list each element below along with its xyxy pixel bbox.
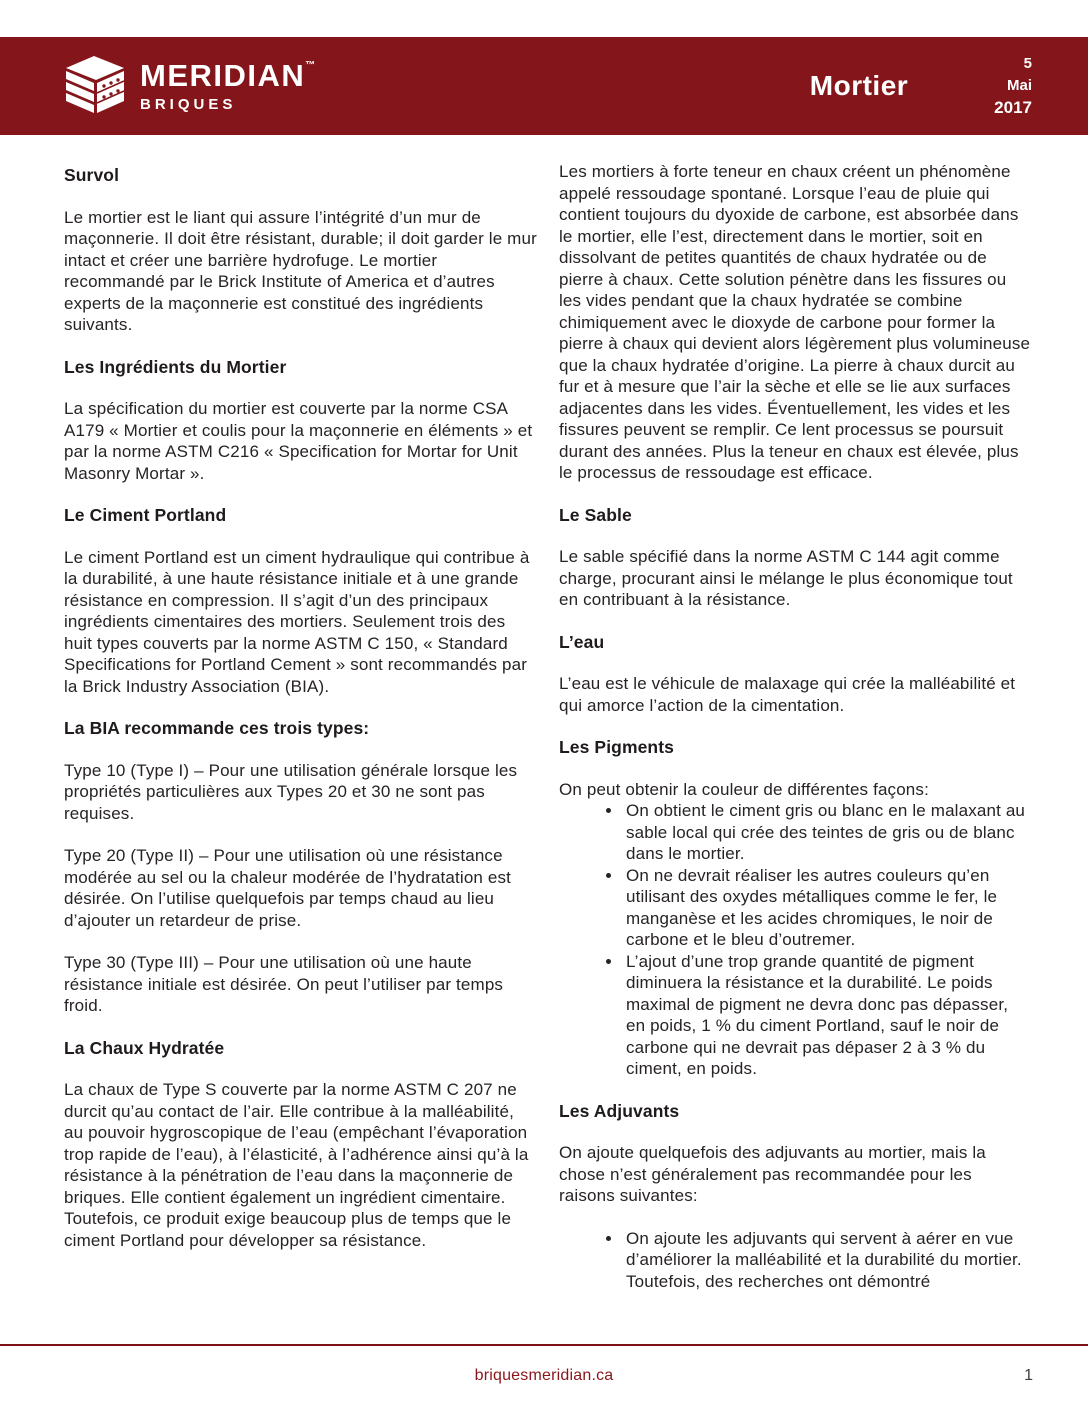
meridian-logo — [64, 55, 315, 118]
bullet-list — [559, 800, 1032, 1080]
section-heading: Le Sable — [559, 504, 632, 525]
section-heading: Les Adjuvants — [559, 1100, 680, 1121]
page-footer — [0, 1344, 1088, 1408]
section-heading: La Chaux Hydratée — [64, 1037, 225, 1058]
date-month: Mai — [1006, 77, 1032, 94]
two-column-body — [0, 135, 1088, 1313]
section-heading: Le Ciment Portland — [64, 505, 227, 525]
paragraph: On peut obtenir la couleur de différentes façons: — [559, 779, 929, 799]
page-number: 1 — [1024, 1367, 1033, 1384]
paragraph: L’eau est le véhicule de malaxage qui crée la malléabilité et qui amorce l’action de la cimentation. — [559, 674, 1016, 715]
paragraph: La chaux de Type S couverte par la norme ASTM C 207 ne durcit qu’au contact de l’air. Elle contribue à la malléabilité, au pouvoir hygroscopique de l’eau (empêchant l’évaporation trop rapide de l’eau), à l’élasticité, à l’adhérence ainsi qu’à la résistance à la pénétration de l’eau dans la maçonnerie de briques. Elle contient également un ingrédient cimentaire. Toutefois, ce produit exige beaucoup plus de temps que le ciment Portland pour développer sa résistance. — [64, 1080, 529, 1250]
trademark-symbol: ™ — [305, 59, 316, 71]
paragraph: La spécification du mortier est couverte par la norme CSA A179 « Mortier et coulis pour la maçonnerie en éléments » et par la norme ASTM C216 « Specification for Mortar for Unit Masonry Mortar ». — [64, 399, 533, 483]
website-link[interactable]: briquesmeridian.ca — [474, 1367, 614, 1384]
brand-subtitle: BRIQUES — [140, 95, 237, 113]
brick-stack-icon — [64, 55, 128, 118]
paragraph: Le mortier est le liant qui assure l’intégrité d’un mur de maçonnerie. Il doit être résistant, durable; il doit garder le mur intact et créer une barrière hydrofuge. Le mortier recommandé par le Brick Institute of America et d’autres experts de la maçonnerie est constitué des ingrédients suivants. — [64, 207, 537, 334]
left-column — [64, 161, 537, 1313]
list-item: • L’ajout d’une trop grande quantité de pigment diminuera la résistance et la durabilité. Le poids maximal de pigment ne devra donc pas dépasser, en poids, 1 % du ciment Portland, sauf le noir de carbone qui ne devrait pas dépaser 2 à 3 % du ciment, en poids. — [623, 951, 1032, 1080]
brand-name: MERIDIAN™ — [140, 57, 316, 93]
document-date — [994, 53, 1032, 119]
section-heading: Survol — [64, 165, 120, 185]
paragraph: On ajoute quelquefois des adjuvants au mortier, mais la chose n’est généralement pas recommandée pour les raisons suivantes: — [559, 1143, 986, 1205]
right-column — [559, 161, 1032, 1313]
paragraph: Les mortiers à forte teneur en chaux créent un phénomène appelé ressoudage spontané. Lorsque l’eau de pluie qui contient toujours du dyoxide de carbone, est absorbée dans le mortier, elle l’est, directement dans le mortier, soit en dissolvant de petites quantités de chaux hydratée ou de pierre à chaux. Cette solution pénètre dans les fissures ou les vides pendant que la chaux hydratée se combine chimiquement avec le dioxyde de carbone pour former la pierre à chaux qui devient alors légèrement plus volumineuse que la chaux hydratée d’origine. La pierre à chaux durcit au fur et à mesure que l’air la sèche et elle se lie aux surfaces adjacentes dans les vides. Éventuellement, les vides et les fissures peuvent se remplir. Ce lent processus se poursuit durant des années. Plus la teneur en chaux est élevée, plus le processus de ressoudage est efficace. — [559, 162, 1031, 482]
paragraph: Le sable spécifié dans la norme ASTM C 144 agit comme charge, procurant ainsi le mélange le plus économique tout en contribuant à la résistance. — [559, 547, 1013, 609]
paragraph: Type 10 (Type I) – Pour une utilisation générale lorsque les propriétés particulières aux Types 20 et 30 ne sont pas requises. — [64, 760, 518, 823]
list-item: • On ajoute les adjuvants qui servent à aérer en vue d’améliorer la malléabilité et la durabilité du mortier. Toutefois, des recherches ont démontré — [623, 1228, 1032, 1293]
section-heading: Les Pigments — [559, 737, 674, 757]
section-heading: Les Ingrédients du Mortier — [64, 356, 287, 377]
date-day: 5 — [1023, 55, 1032, 72]
bullet-list — [559, 1228, 1032, 1293]
list-item: • On obtient le ciment gris ou blanc en le malaxant au sable local qui crée des teintes de gris ou de blanc dans le mortier. — [623, 800, 1032, 865]
section-heading: L’eau — [559, 631, 605, 652]
document-title: Mortier — [809, 70, 909, 101]
page-header — [0, 37, 1088, 135]
paragraph: Le ciment Portland est un ciment hydraulique qui contribue à la durabilité, à une haute résistance initiale et à une grande résistance en compression. Il s’agit d’un des principaux ingrédients cimentaires des mortiers. Seulement trois des huit types couverts par la norme ASTM C 150, « Standard Specifications for Portland Cement » sont recommandés par la Brick Industry Association (BIA). — [64, 547, 530, 696]
paragraph: Type 20 (Type II) – Pour une utilisation où une résistance modérée au sel ou la chaleur modérée de l’hydratation est désirée. On l’utilise quelquefois par temps chaud au lieu d’ajouter un retardeur de prise. — [64, 846, 512, 930]
section-heading: La BIA recommande ces trois types: — [64, 718, 370, 738]
date-year: 2017 — [994, 98, 1032, 117]
list-item: • On ne devrait réaliser les autres couleurs qu’en utilisant des oxydes métalliques comme le fer, le manganèse et les acides chromiques, le noir de carbone et le bleu d’outremer. — [623, 865, 1032, 951]
paragraph: Type 30 (Type III) – Pour une utilisation où une haute résistance initiale est désirée. On peut l’utiliser par temps froid. — [64, 953, 504, 1015]
